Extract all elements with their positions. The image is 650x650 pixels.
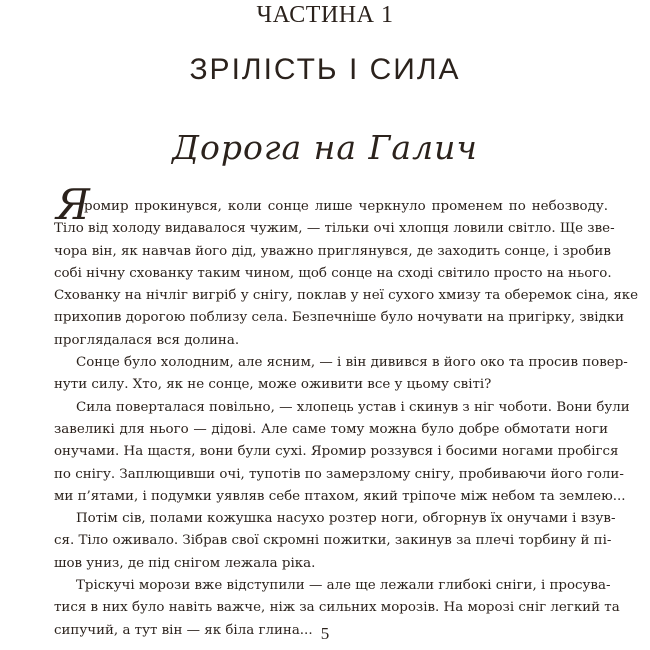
part-title: ЗРІЛІСТЬ І СИЛА bbox=[189, 53, 461, 86]
text-line: Сила поверталася повільно, — хлопець устав і скинув з ніг чоботи. Вони були bbox=[76, 399, 630, 415]
text-line: Тріскучі морози вже відступили — але ще лежали глибокі сніги, і просува- bbox=[76, 578, 611, 594]
text-line: шов униз, де під снігом лежала ріка. bbox=[54, 555, 316, 571]
text-line: собі нічну схованку таким чином, щоб сонце на сході світило просто на нього. bbox=[54, 265, 612, 281]
text-line: Схованку на нічліг вигріб у снігу, поклав у неї сухого хмизу та оберемок сіна, яке bbox=[54, 288, 639, 304]
body-text bbox=[54, 180, 639, 642]
text-line: нути силу. Хто, як не сонце, може оживити все у цьому світі? bbox=[54, 377, 492, 393]
paragraph bbox=[54, 180, 639, 352]
text-line: Тіло від холоду видавалося чужим, — тільки очі хлопця ловили світло. Ще зве- bbox=[54, 221, 615, 237]
text-line: Сонце було холодним, але ясним, — і він дивився в його око та просив повер- bbox=[76, 355, 628, 371]
paragraph bbox=[54, 508, 616, 575]
text-line: завеликі для нього — дідові. Але саме тому можна було добре обмотати ноги bbox=[54, 421, 608, 437]
drop-cap: Я bbox=[56, 180, 90, 229]
text-line: проглядалася вся долина. bbox=[54, 332, 240, 348]
paragraph bbox=[54, 352, 628, 397]
text-line: Потім сів, полами кожушка насухо розтер ноги, обгорнув їх онучами і взув- bbox=[76, 511, 616, 527]
chapter-title: Дорога на Галич bbox=[172, 128, 478, 167]
text-line: тися в них було навіть важче, ніж за сильних морозів. На морозі сніг легкий та bbox=[54, 600, 620, 616]
text-line: онучами. На щастя, вони були сухі. Яромир роззувся і босими ногами пробігся bbox=[54, 444, 619, 460]
part-label: ЧАСТИНА 1 bbox=[256, 2, 394, 28]
page-number: 5 bbox=[320, 624, 330, 643]
text-line: ся. Тіло оживало. Зібрав свої скромні пожитки, закинув за плечі торбину й пі- bbox=[54, 533, 612, 549]
text-line: чора він, як навчав його дід, уважно приглянувся, де заходить сонце, і зробив bbox=[54, 243, 611, 259]
paragraph bbox=[54, 397, 630, 508]
text-line: ми п’ятами, і подумки уявляв себе птахом, який тріпоче між небом та землею... bbox=[54, 488, 626, 504]
text-line: сипучий, а тут він — як біла глина... bbox=[54, 622, 313, 638]
text-line: прихопив дорогою поблизу села. Безпечніше було ночувати на пригірку, звідки bbox=[54, 310, 625, 326]
text-line: по снігу. Заплющивши очі, тупотів по замерзлому снігу, пробиваючи його голи- bbox=[54, 466, 624, 482]
text-line: ромир прокинувся, коли сонце лише черкнуло променем по небозводу. bbox=[84, 199, 608, 214]
